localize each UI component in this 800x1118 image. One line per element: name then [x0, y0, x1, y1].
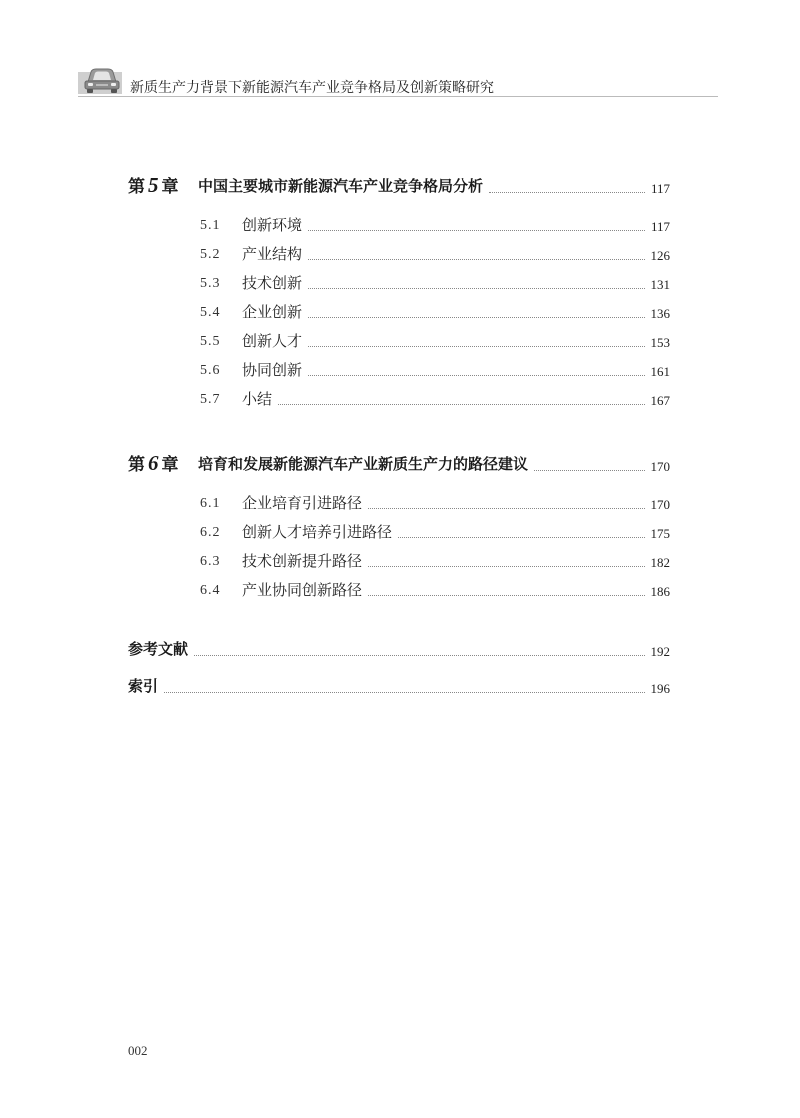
- toc-section[interactable]: [200, 270, 670, 294]
- page-number: 131: [650, 277, 670, 292]
- header-title: 新质生产力背景下新能源汽车产业竞争格局及创新策略研究: [130, 80, 494, 96]
- page-number: 170: [650, 459, 670, 474]
- page-number: 136: [650, 306, 670, 321]
- toc-section[interactable]: [200, 241, 670, 265]
- toc-references[interactable]: [128, 637, 670, 661]
- dot-leader: [308, 317, 644, 318]
- dot-leader: [278, 404, 644, 405]
- toc-chapter-5[interactable]: [128, 174, 670, 198]
- dot-leader: [308, 375, 644, 376]
- page-number: 117: [650, 219, 670, 234]
- page-number: 117: [650, 181, 670, 196]
- dot-leader: [194, 655, 644, 656]
- car-icon: [82, 62, 122, 96]
- dot-leader: [489, 192, 645, 193]
- section-number: 5.2: [200, 247, 221, 262]
- header-rule: [78, 96, 718, 97]
- page-number: 170: [650, 497, 670, 512]
- section-number: 6.4: [200, 583, 221, 598]
- page-number: 186: [650, 584, 670, 599]
- section-number: 5.7: [200, 392, 221, 407]
- section-title: 企业培育引进路径: [242, 494, 363, 512]
- section-number: 6.1: [200, 496, 221, 511]
- dot-leader: [308, 230, 645, 231]
- dot-leader: [398, 537, 644, 538]
- running-header: [78, 60, 718, 102]
- toc-index[interactable]: [128, 674, 670, 698]
- toc-section[interactable]: [200, 299, 670, 323]
- section-number: 6.2: [200, 525, 221, 540]
- dot-leader: [308, 288, 644, 289]
- dot-leader: [164, 692, 644, 693]
- chapter-number: 6: [148, 451, 159, 475]
- index-title: 索引: [128, 677, 159, 695]
- dot-leader: [368, 595, 644, 596]
- page-number: 192: [650, 644, 670, 659]
- page-number: 126: [650, 248, 670, 263]
- chapter-label: [128, 450, 198, 476]
- toc-section[interactable]: [200, 490, 670, 514]
- dot-leader: [534, 470, 644, 471]
- chapter-label: [128, 172, 198, 198]
- dot-leader: [368, 508, 644, 509]
- chapter-number: 5: [148, 173, 159, 197]
- section-number: 5.6: [200, 363, 221, 378]
- toc-section[interactable]: [200, 386, 670, 410]
- section-title: 协同创新: [242, 361, 303, 379]
- references-title: 参考文献: [128, 640, 189, 658]
- dot-leader: [308, 259, 644, 260]
- chapter-suffix: 章: [161, 455, 179, 474]
- dot-leader: [368, 566, 644, 567]
- toc-section[interactable]: [200, 577, 670, 601]
- section-number: 5.5: [200, 334, 221, 349]
- section-number: 5.4: [200, 305, 221, 320]
- section-number: 6.3: [200, 554, 221, 569]
- section-title: 创新环境: [242, 216, 303, 234]
- toc-section[interactable]: [200, 328, 670, 352]
- chapter-title: 培育和发展新能源汽车产业新质生产力的路径建议: [198, 455, 529, 473]
- section-title: 创新人才培养引进路径: [242, 523, 393, 541]
- section-title: 技术创新提升路径: [242, 552, 363, 570]
- page-number: 161: [650, 364, 670, 379]
- page-number: 153: [650, 335, 670, 350]
- toc-section[interactable]: [200, 212, 670, 236]
- section-number: 5.1: [200, 218, 221, 233]
- chapter-title: 中国主要城市新能源汽车产业竞争格局分析: [198, 177, 484, 195]
- page-folio: 002: [128, 1043, 148, 1058]
- dot-leader: [308, 346, 644, 347]
- page-number: 196: [650, 681, 670, 696]
- toc-section[interactable]: [200, 519, 670, 543]
- page-number: 182: [650, 555, 670, 570]
- section-number: 5.3: [200, 276, 221, 291]
- chapter-prefix: 第: [128, 455, 145, 474]
- toc-section[interactable]: [200, 548, 670, 572]
- section-title: 创新人才: [242, 332, 303, 350]
- section-title: 产业协同创新路径: [242, 581, 363, 599]
- section-title: 小结: [242, 390, 273, 408]
- section-title: 产业结构: [242, 245, 303, 263]
- chapter-suffix: 章: [161, 177, 179, 196]
- page-number: 167: [650, 393, 670, 408]
- section-title: 技术创新: [242, 274, 303, 292]
- toc-chapter-6[interactable]: [128, 452, 670, 476]
- toc-section[interactable]: [200, 357, 670, 381]
- chapter-prefix: 第: [128, 177, 145, 196]
- page-number: 175: [650, 526, 670, 541]
- section-title: 企业创新: [242, 303, 303, 321]
